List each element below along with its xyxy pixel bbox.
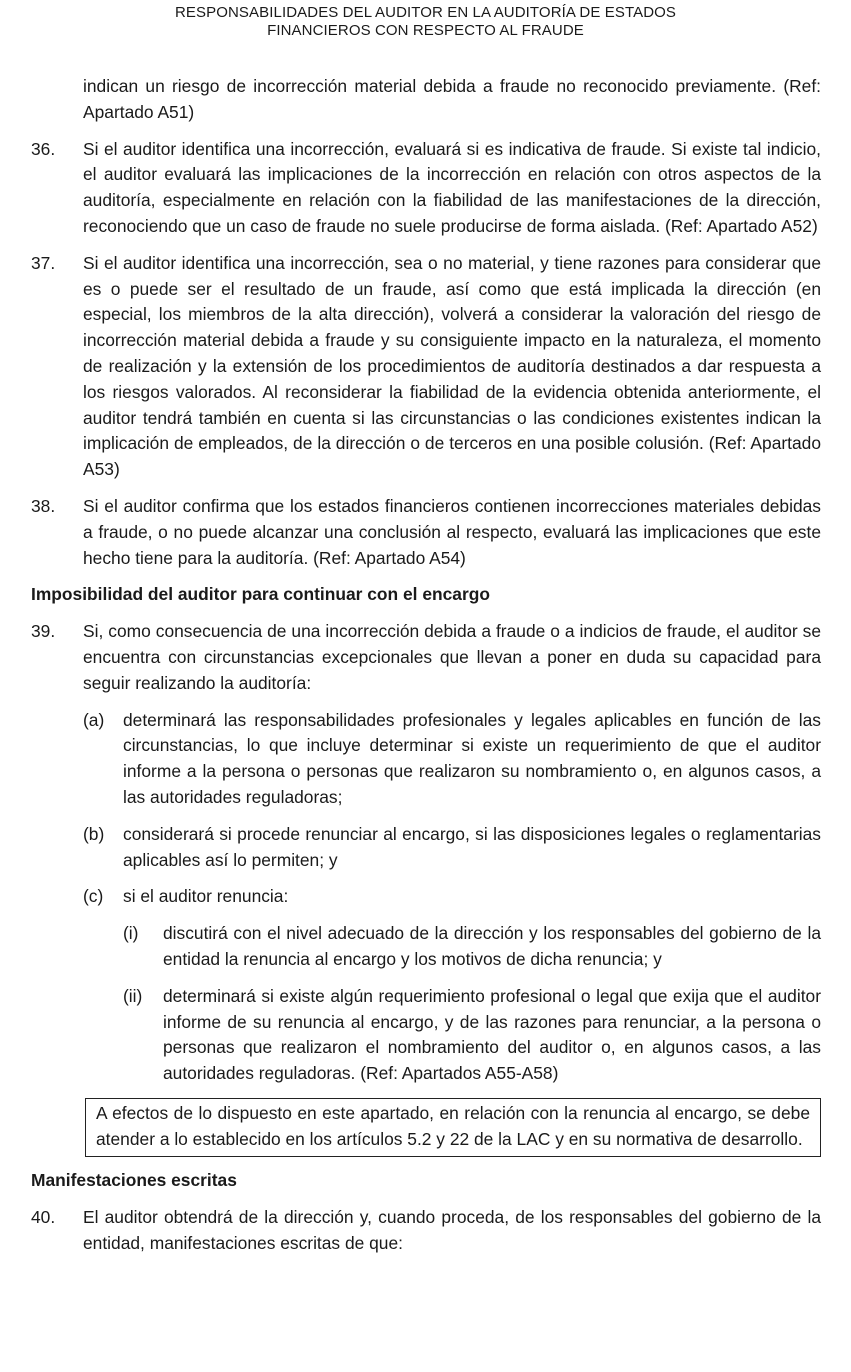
paragraph-number: 37. (31, 252, 56, 273)
list-item-c-ii (123, 984, 821, 1087)
header-line-2: FINANCIEROS CON RESPECTO AL FRAUDE (267, 22, 584, 39)
list-item-c (83, 884, 821, 910)
paragraph-39 (31, 619, 821, 696)
section-heading-imposibilidad: Imposibilidad del auditor para continuar con el encargo (31, 584, 490, 605)
list-item-b (83, 822, 821, 874)
paragraph-text: Si el auditor confirma que los estados financieros contienen incorrecciones materiales debidas a fraude, o no puede alcanzar una conclusión al respecto, evaluará las implicaciones que este hecho tiene para la auditoría. (Ref: Apartado A54) (83, 495, 821, 568)
paragraph-number: 38. (31, 495, 56, 516)
paragraph-number: 39. (31, 621, 56, 642)
list-label: (i) (123, 923, 139, 944)
intro-continuation: indican un riesgo de incorrección material debida a fraude no reconocido previamente. (Ref: Apartado A51) (83, 76, 821, 122)
paragraph-40 (31, 1205, 821, 1257)
list-label: (b) (83, 823, 105, 844)
paragraph-text: Si el auditor identifica una incorrección, evaluará si es indicativa de fraude. Si existe tal indicio, el auditor evaluará las implicaciones de la incorrección en relación con otros aspectos de la auditoría, especialmente en relación con la fiabilidad de las manifestaciones de la dirección, reconociendo que un caso de fraude no suele producirse de forma aislada. (Ref: Apartado A52) (83, 138, 821, 236)
list-text: determinará las responsabilidades profesionales y legales aplicables en función de las circunstancias, lo que incluye determinar si existe un requerimiento de que el auditor informe a la persona o personas que realizaron su nombramiento o, en algunos casos, a las autoridades reguladoras; (123, 709, 821, 807)
paragraph-text: El auditor obtendrá de la dirección y, cuando proceda, de los responsables del gobierno de la entidad, manifestaciones escritas de que: (83, 1207, 821, 1254)
paragraph-number: 40. (31, 1207, 56, 1228)
document-body (31, 74, 821, 1257)
page-header (0, 4, 851, 40)
paragraph-number: 36. (31, 138, 56, 159)
list-text: determinará si existe algún requerimiento profesional o legal que exija que el auditor informe de su renuncia al encargo, y de las razones para renunciar, a la persona o personas que realizaron el nombramiento del auditor o, en algunos casos, a las autoridades reguladoras. (Ref: Apartados A55-A58) (163, 985, 821, 1084)
list-label: (a) (83, 709, 105, 730)
paragraph-text: Si, como consecuencia de una incorrección debida a fraude o a indicios de fraude, el auditor se encuentra con circunstancias excepcionales que llevan a poner en duda su capacidad para seguir realizando la auditoría: (83, 621, 821, 693)
section-heading-manifestaciones: Manifestaciones escritas (31, 1170, 237, 1191)
header-line-1: RESPONSABILIDADES DEL AUDITOR EN LA AUDITORÍA DE ESTADOS (174, 4, 677, 21)
list-text: discutirá con el nivel adecuado de la dirección y los responsables del gobierno de la entidad la renuncia al encargo y los motivos de dicha renuncia; y (163, 923, 821, 969)
list-label: (ii) (123, 985, 143, 1006)
list-text: si el auditor renuncia: (123, 886, 289, 907)
paragraph-38 (31, 494, 821, 571)
list-label: (c) (83, 886, 104, 907)
list-item-a (83, 708, 821, 811)
paragraph-text: Si el auditor identifica una incorrección, sea o no material, y tiene razones para considerar que es o puede ser el resultado de un fraude, así como que está implicada la dirección (en especial, los miembros de la alta dirección), volverá a considerar la valoración del riesgo de incorrección material debida a fraude y su consiguiente impacto en la naturaleza, el momento de realización y la extensión de los procedimientos de auditoría destinados a dar respuesta a los riesgos valorados. Al reconsiderar la fiabilidad de la evidencia obtenida anteriormente, el auditor tendrá también en cuenta si las circunstancias o las condiciones existentes indican la implicación de empleados, de la dirección o de terceros en una posible colusión. (Ref: Apartado A53) (83, 252, 821, 480)
boxed-note: A efectos de lo dispuesto en este apartado, en relación con la renuncia al encargo, se debe atender a lo establecido en los artículos 5.2 y 22 de la LAC y en su normativa de desarrollo. (85, 1098, 821, 1158)
paragraph-36 (31, 137, 821, 240)
list-text: considerará si procede renunciar al encargo, si las disposiciones legales o reglamentarias aplicables así lo permiten; y (123, 823, 821, 870)
paragraph-37 (31, 251, 821, 483)
list-item-c-i (123, 921, 821, 973)
